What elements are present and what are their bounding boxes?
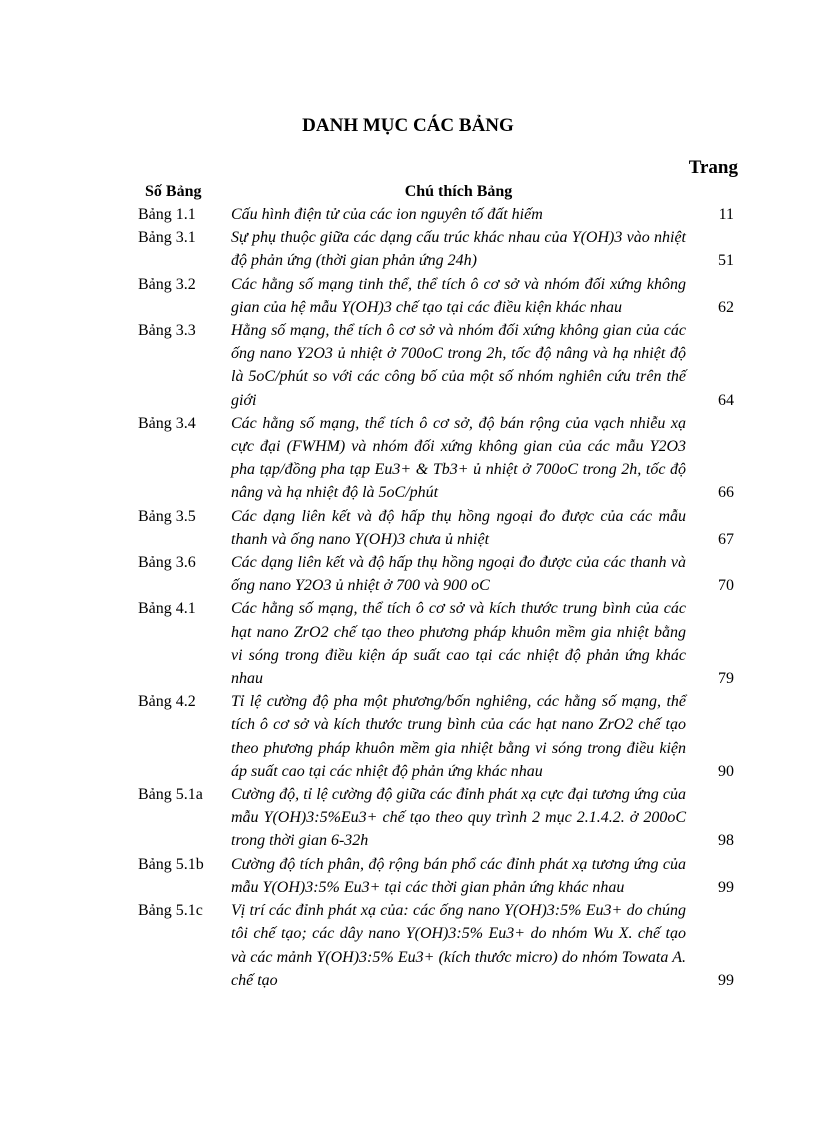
table-caption: Các dạng liên kết và độ hấp thụ hồng ngoại đo được của các thanh và ống nano Y2O3 ủ nhiệt ở 700 và 900 oC — [231, 554, 686, 595]
table-caption: Các hằng số mạng tinh thể, thể tích ô cơ sở và nhóm đối xứng không gian của hệ mẫu Y(OH)3 chế tạo tại các điều kiện khác nhau — [231, 275, 686, 316]
table-caption: Tỉ lệ cường độ pha một phương/bốn nghiêng, các hằng số mạng, thể tích ô cơ sở và kích thước trung bình của các hạt nano ZrO2 chế tạo theo phương pháp khuôn mềm gia nhiệt bằng vi sóng trong điều kiện áp suất cao tại các nhiệt độ phản ứng khác nhau — [231, 693, 686, 780]
list-item — [0, 226, 816, 272]
list-item — [0, 412, 816, 505]
table-caption: Các dạng liên kết và độ hấp thụ hồng ngoại đo được của các mẫu thanh và ống nano Y(OH)3 chưa ủ nhiệt — [231, 507, 686, 548]
table-number: Bảng 4.1 — [138, 600, 196, 618]
list-item — [0, 551, 816, 597]
page-number: 98 — [718, 832, 734, 850]
page-number: 79 — [718, 670, 734, 688]
page-number: 90 — [718, 762, 734, 780]
table-number-header: Số Bảng — [145, 183, 202, 200]
page-number: 99 — [718, 878, 734, 896]
table-number: Bảng 5.1b — [138, 855, 204, 873]
table-caption: Các hằng số mạng, thể tích ô cơ sở, độ bán rộng của vạch nhiễu xạ cực đại (FWHM) và nhóm đối xứng không gian của các mẫu Y2O3 pha tạp/đồng pha tạp Eu3+ & Tb3+ ủ nhiệt ở 700oC trong 2h, tốc độ nâng và hạ nhiệt độ là 5oC/phút — [231, 414, 686, 502]
table-caption: Cấu hình điện tử của các ion nguyên tố đất hiếm — [231, 206, 543, 223]
table-number: Bảng 3.3 — [138, 322, 196, 340]
page-number: 11 — [718, 206, 734, 223]
table-caption: Cường độ, tỉ lệ cường độ giữa các đỉnh phát xạ cực đại tương ứng của mẫu Y(OH)3:5%Eu3+ chế tạo theo quy trình 2 mục 2.1.4.2. ở 200oC trong thời gian 6-32h — [231, 786, 686, 850]
caption-header: Chú thích Bảng — [404, 183, 513, 200]
table-number: Bảng 4.2 — [138, 693, 196, 711]
list-item — [0, 597, 816, 690]
page-number: 67 — [718, 530, 734, 548]
table-caption: Hằng số mạng, thể tích ô cơ sở và nhóm đối xứng không gian của các ống nano Y2O3 ủ nhiệt ở 700oC trong 2h, tốc độ nâng và hạ nhiệt độ là 5oC/phút so với các công bố của một số nhóm nghiên cứu trên thế giới — [231, 322, 686, 409]
table-caption: Cường độ tích phân, độ rộng bán phổ các đỉnh phát xạ tương ứng của mẫu Y(OH)3:5% Eu3+ tại các thời gian phản ứng khác nhau — [231, 855, 686, 896]
table-list — [0, 203, 816, 992]
list-item — [0, 273, 816, 319]
page-number: 99 — [718, 971, 734, 989]
page-number: 51 — [718, 252, 734, 270]
page-number: 62 — [718, 298, 734, 316]
list-item — [0, 853, 816, 899]
table-number: Bảng 1.1 — [138, 206, 196, 223]
list-item — [0, 319, 816, 412]
list-item — [0, 899, 816, 992]
table-number: Bảng 3.4 — [138, 414, 196, 432]
table-number: Bảng 5.1a — [138, 786, 203, 804]
list-item — [0, 690, 816, 783]
table-caption: Vị trí các đỉnh phát xạ của: các ống nano Y(OH)3:5% Eu3+ do chúng tôi chế tạo; các dây nano Y(OH)3:5% Eu3+ do nhóm Wu X. chế tạo và các mảnh Y(OH)3:5% Eu3+ (kích thước micro) do nhóm Towata A. chế tạo — [231, 902, 686, 989]
list-item — [0, 203, 816, 226]
page-number: 70 — [718, 577, 734, 595]
table-caption: Các hằng số mạng, thể tích ô cơ sở và kích thước trung bình của các hạt nano ZrO2 chế tạo theo phương pháp khuôn mềm gia nhiệt bằng vi sóng trong điều kiện áp suất cao tại các nhiệt độ phản ứng khác nhau — [231, 600, 686, 688]
list-item — [0, 505, 816, 551]
list-item — [0, 783, 816, 853]
page-column-label: Trang — [688, 157, 738, 178]
table-number: Bảng 3.6 — [138, 554, 196, 572]
table-number: Bảng 3.2 — [138, 275, 196, 293]
table-number: Bảng 3.5 — [138, 507, 196, 525]
page-number: 64 — [718, 391, 734, 409]
table-number: Bảng 5.1c — [138, 902, 203, 920]
table-caption: Sự phụ thuộc giữa các dạng cấu trúc khác nhau của Y(OH)3 vào nhiệt độ phản ứng (thời gian phản ứng 24h) — [231, 229, 686, 270]
table-number: Bảng 3.1 — [138, 229, 196, 247]
page-number: 66 — [718, 484, 734, 502]
page-title: DANH MỤC CÁC BẢNG — [302, 115, 514, 136]
